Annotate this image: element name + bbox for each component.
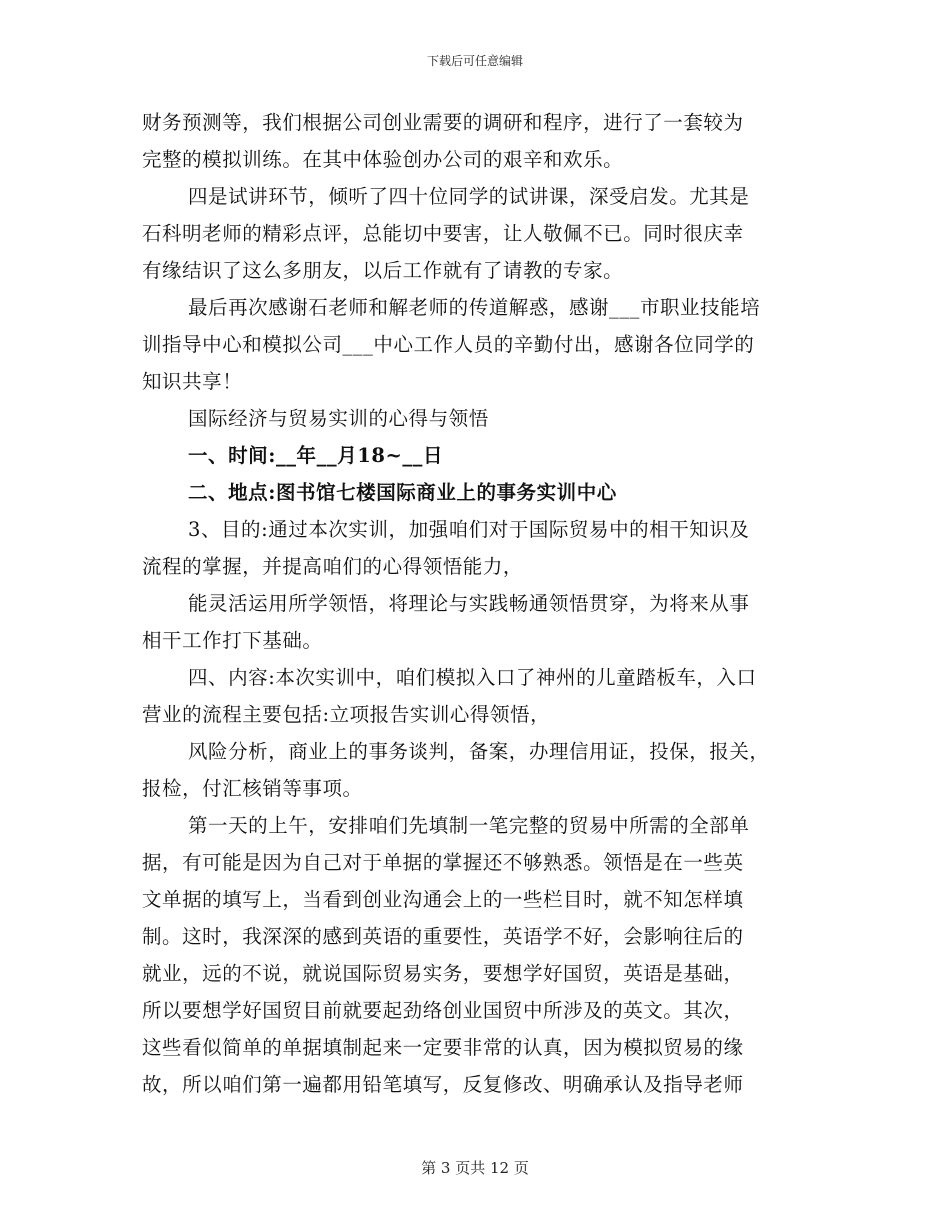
document-body [142, 104, 808, 1103]
text-line: 据，有可能是因为自己对于单据的掌握还不够熟悉。领悟是在一些英 [142, 851, 744, 874]
text-line: 所以要想学好国贸目前就要起劲络创业国贸中所涉及的英文。其次， [142, 999, 744, 1022]
text-line: 制。这时，我深深的感到英语的重要性，英语学不好，会影响往后的 [142, 925, 744, 948]
time-heading: 一、时间:__年__月18~__日 [188, 444, 444, 467]
text-line: 训指导中心和模拟公司___中心工作人员的辛勤付出，感谢各位同学的 [142, 333, 755, 356]
text-line: 就业，远的不说，就说国际贸易实务，要想学好国贸，英语是基础， [142, 962, 744, 985]
text-line: 3、目的:通过本次实训，加强咱们对于国际贸易中的相干知识及 [188, 518, 750, 541]
text-line: 营业的流程主要包括:立项报告实训心得领悟， [142, 703, 551, 726]
text-line: 风险分析，商业上的事务谈判，备案，办理信用证，投保，报关， [188, 740, 770, 763]
text-line: 能灵活运用所学领悟，将理论与实践畅通领悟贯穿，为将来从事 [188, 592, 750, 615]
text-line: 故，所以咱们第一遍都用铅笔填写，反复修改、明确承认及指导老师 [142, 1073, 744, 1096]
text-line: 流程的掌握，并提高咱们的心得领悟能力， [142, 555, 523, 578]
page-header: 下载后可任意编辑 [426, 54, 523, 68]
text-line: 知识共享！ [142, 370, 243, 393]
text-line: 四、内容:本次实训中，咱们模拟入口了神州的儿童踏板车，入口 [188, 666, 757, 689]
text-line: 文单据的填写上，当看到创业沟通会上的一些栏目时，就不知怎样填 [142, 888, 744, 911]
text-line: 有缘结识了这么多朋友，以后工作就有了请教的专家。 [142, 259, 624, 282]
location-heading: 二、地点:图书馆七楼国际商业上的事务实训中心 [188, 481, 617, 504]
text-line: 财务预测等，我们根据公司创业需要的调研和程序，进行了一套较为 [142, 111, 744, 134]
text-line: 最后再次感谢石老师和解老师的传道解惑，感谢___市职业技能培 [188, 296, 761, 319]
text-line: 报检，付汇核销等事项。 [142, 777, 363, 800]
text-line: 第一天的上午，安排咱们先填制一笔完整的贸易中所需的全部单 [188, 814, 750, 837]
text-line: 这些看似简单的单据填制起来一定要非常的认真，因为模拟贸易的缘 [142, 1036, 744, 1059]
text-line: 相干工作打下基础。 [142, 629, 323, 652]
text-line: 完整的模拟训练。在其中体验创办公司的艰辛和欢乐。 [142, 148, 624, 171]
page-footer: 第 3 页共 12 页 [421, 1159, 529, 1177]
text-line: 四是试讲环节，倾听了四十位同学的试讲课，深受启发。尤其是 [188, 185, 750, 208]
text-line: 石科明老师的精彩点评，总能切中要害，让人敬佩不已。同时很庆幸 [142, 222, 744, 245]
section-title: 国际经济与贸易实训的心得与领悟 [188, 407, 489, 430]
